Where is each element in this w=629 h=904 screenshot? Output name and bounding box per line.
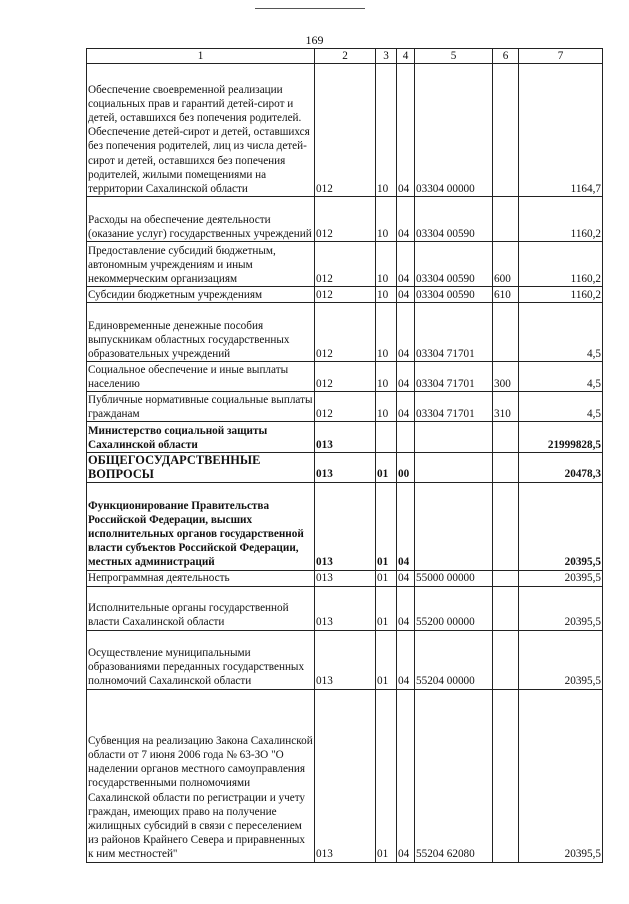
table-row xyxy=(87,422,603,453)
table-row xyxy=(87,689,603,862)
row-csr: 03304 71701 xyxy=(415,303,493,362)
row-ved: 013 xyxy=(315,482,376,570)
row-ved: 012 xyxy=(315,197,376,242)
row-csr: 55204 00000 xyxy=(415,630,493,689)
row-rz: 01 xyxy=(376,453,397,482)
row-csr xyxy=(415,482,493,570)
row-ved: 013 xyxy=(315,586,376,630)
page-number: 169 xyxy=(305,33,324,47)
header-row xyxy=(87,49,603,64)
row-sum: 1164,7 xyxy=(519,64,603,197)
table-row xyxy=(87,586,603,630)
row-ved: 012 xyxy=(315,242,376,287)
row-name: Непрограммная деятельность xyxy=(87,570,315,586)
row-vr xyxy=(493,422,519,453)
row-vr: 610 xyxy=(493,287,519,303)
row-vr xyxy=(493,586,519,630)
row-pr: 04 xyxy=(397,630,415,689)
row-vr xyxy=(493,482,519,570)
row-name: Публичные нормативные социальные выплаты гражданам xyxy=(87,392,315,422)
table-row xyxy=(87,362,603,392)
row-pr: 04 xyxy=(397,586,415,630)
col-header: 2 xyxy=(315,49,376,64)
row-rz: 01 xyxy=(376,586,397,630)
row-rz: 10 xyxy=(376,64,397,197)
row-ved: 012 xyxy=(315,392,376,422)
row-name: Расходы на обеспечение деятельности (оказание услуг) государственных учреждений xyxy=(87,197,315,242)
row-name: Осуществление муниципальными образованиями переданных государственных полномочий Сахалинской области xyxy=(87,630,315,689)
row-rz: 10 xyxy=(376,242,397,287)
row-sum: 1160,2 xyxy=(519,197,603,242)
row-pr xyxy=(397,422,415,453)
row-ved: 013 xyxy=(315,630,376,689)
row-name: Социальное обеспечение и иные выплаты населению xyxy=(87,362,315,392)
budget-table xyxy=(86,48,603,863)
col-header: 6 xyxy=(493,49,519,64)
row-ved: 013 xyxy=(315,422,376,453)
row-rz: 01 xyxy=(376,570,397,586)
row-sum: 20395,5 xyxy=(519,570,603,586)
row-csr xyxy=(415,453,493,482)
row-vr xyxy=(493,570,519,586)
row-vr: 600 xyxy=(493,242,519,287)
table-row xyxy=(87,570,603,586)
row-name: Субсидии бюджетным учреждениям xyxy=(87,287,315,303)
row-sum: 21999828,5 xyxy=(519,422,603,453)
row-sum: 20395,5 xyxy=(519,689,603,862)
row-sum: 1160,2 xyxy=(519,287,603,303)
row-rz: 10 xyxy=(376,197,397,242)
row-csr: 03304 71701 xyxy=(415,362,493,392)
row-rz: 01 xyxy=(376,689,397,862)
row-vr xyxy=(493,453,519,482)
row-pr: 04 xyxy=(397,482,415,570)
row-name: Функционирование Правительства Российской Федерации, высших исполнительных органов государственной власти субъектов Российской Федерации, местных администраций xyxy=(87,482,315,570)
row-sum: 4,5 xyxy=(519,303,603,362)
row-pr: 04 xyxy=(397,392,415,422)
row-pr: 04 xyxy=(397,64,415,197)
top-rule xyxy=(255,8,365,9)
row-name: Предоставление субсидий бюджетным, автономным учреждениям и иным некоммерческим организациям xyxy=(87,242,315,287)
col-header: 1 xyxy=(87,49,315,64)
row-ved: 012 xyxy=(315,64,376,197)
table-row xyxy=(87,64,603,197)
row-rz: 10 xyxy=(376,287,397,303)
col-header: 3 xyxy=(376,49,397,64)
row-rz: 10 xyxy=(376,362,397,392)
row-vr xyxy=(493,689,519,862)
col-header: 5 xyxy=(415,49,493,64)
row-csr: 55000 00000 xyxy=(415,570,493,586)
row-name: Единовременные денежные пособия выпускникам областных государственных образовательных учреждений xyxy=(87,303,315,362)
row-vr xyxy=(493,303,519,362)
row-pr: 00 xyxy=(397,453,415,482)
row-pr: 04 xyxy=(397,570,415,586)
row-rz: 10 xyxy=(376,392,397,422)
row-vr xyxy=(493,197,519,242)
table-row xyxy=(87,392,603,422)
row-csr: 03304 00590 xyxy=(415,242,493,287)
row-name: ОБЩЕГОСУДАРСТВЕННЫЕ ВОПРОСЫ xyxy=(87,453,315,482)
row-sum: 1160,2 xyxy=(519,242,603,287)
row-pr: 04 xyxy=(397,303,415,362)
row-pr: 04 xyxy=(397,287,415,303)
row-sum: 20395,5 xyxy=(519,482,603,570)
table-row xyxy=(87,287,603,303)
row-ved: 013 xyxy=(315,453,376,482)
row-ved: 012 xyxy=(315,362,376,392)
col-header: 4 xyxy=(397,49,415,64)
row-vr: 300 xyxy=(493,362,519,392)
row-rz: 01 xyxy=(376,482,397,570)
col-header: 7 xyxy=(519,49,603,64)
row-rz: 01 xyxy=(376,630,397,689)
row-ved: 012 xyxy=(315,303,376,362)
row-sum: 20395,5 xyxy=(519,630,603,689)
table-row xyxy=(87,482,603,570)
row-rz: 10 xyxy=(376,303,397,362)
row-csr: 03304 71701 xyxy=(415,392,493,422)
row-csr: 03304 00590 xyxy=(415,197,493,242)
row-csr: 55204 62080 xyxy=(415,689,493,862)
row-name: Исполнительные органы государственной власти Сахалинской области xyxy=(87,586,315,630)
table-row xyxy=(87,242,603,287)
row-sum: 20395,5 xyxy=(519,586,603,630)
row-ved: 012 xyxy=(315,287,376,303)
row-sum: 4,5 xyxy=(519,362,603,392)
row-vr xyxy=(493,64,519,197)
row-rz xyxy=(376,422,397,453)
row-pr: 04 xyxy=(397,242,415,287)
table-row xyxy=(87,630,603,689)
row-ved: 013 xyxy=(315,689,376,862)
table-row xyxy=(87,303,603,362)
table-row xyxy=(87,453,603,482)
row-name: Субвенция на реализацию Закона Сахалинской области от 7 июня 2006 года № 63-ЗО "О наделении органов местного самоуправления государственными полномочиями Сахалинской области по регистрации и учету граждан, имеющих право на получение жилищных субсидий в связи с переселением из районов Крайнего Севера и приравненных к ним местностей" xyxy=(87,689,315,862)
row-csr xyxy=(415,422,493,453)
table-row xyxy=(87,197,603,242)
row-pr: 04 xyxy=(397,689,415,862)
row-pr: 04 xyxy=(397,197,415,242)
row-ved: 013 xyxy=(315,570,376,586)
row-name: Министерство социальной защиты Сахалинской области xyxy=(87,422,315,453)
row-csr: 55200 00000 xyxy=(415,586,493,630)
row-csr: 03304 00590 xyxy=(415,287,493,303)
row-name: Обеспечение своевременной реализации социальных прав и гарантий детей-сирот и детей, оставшихся без попечения родителей. Обеспечение детей-сирот и детей, оставшихся без попечения родителей, лиц из числа детей-сирот и детей, оставшихся без попечения родителей, жилыми помещениями на территории Сахалинской области xyxy=(87,64,315,197)
row-sum: 4,5 xyxy=(519,392,603,422)
row-sum: 20478,3 xyxy=(519,453,603,482)
row-pr: 04 xyxy=(397,362,415,392)
row-vr: 310 xyxy=(493,392,519,422)
row-csr: 03304 00000 xyxy=(415,64,493,197)
row-vr xyxy=(493,630,519,689)
